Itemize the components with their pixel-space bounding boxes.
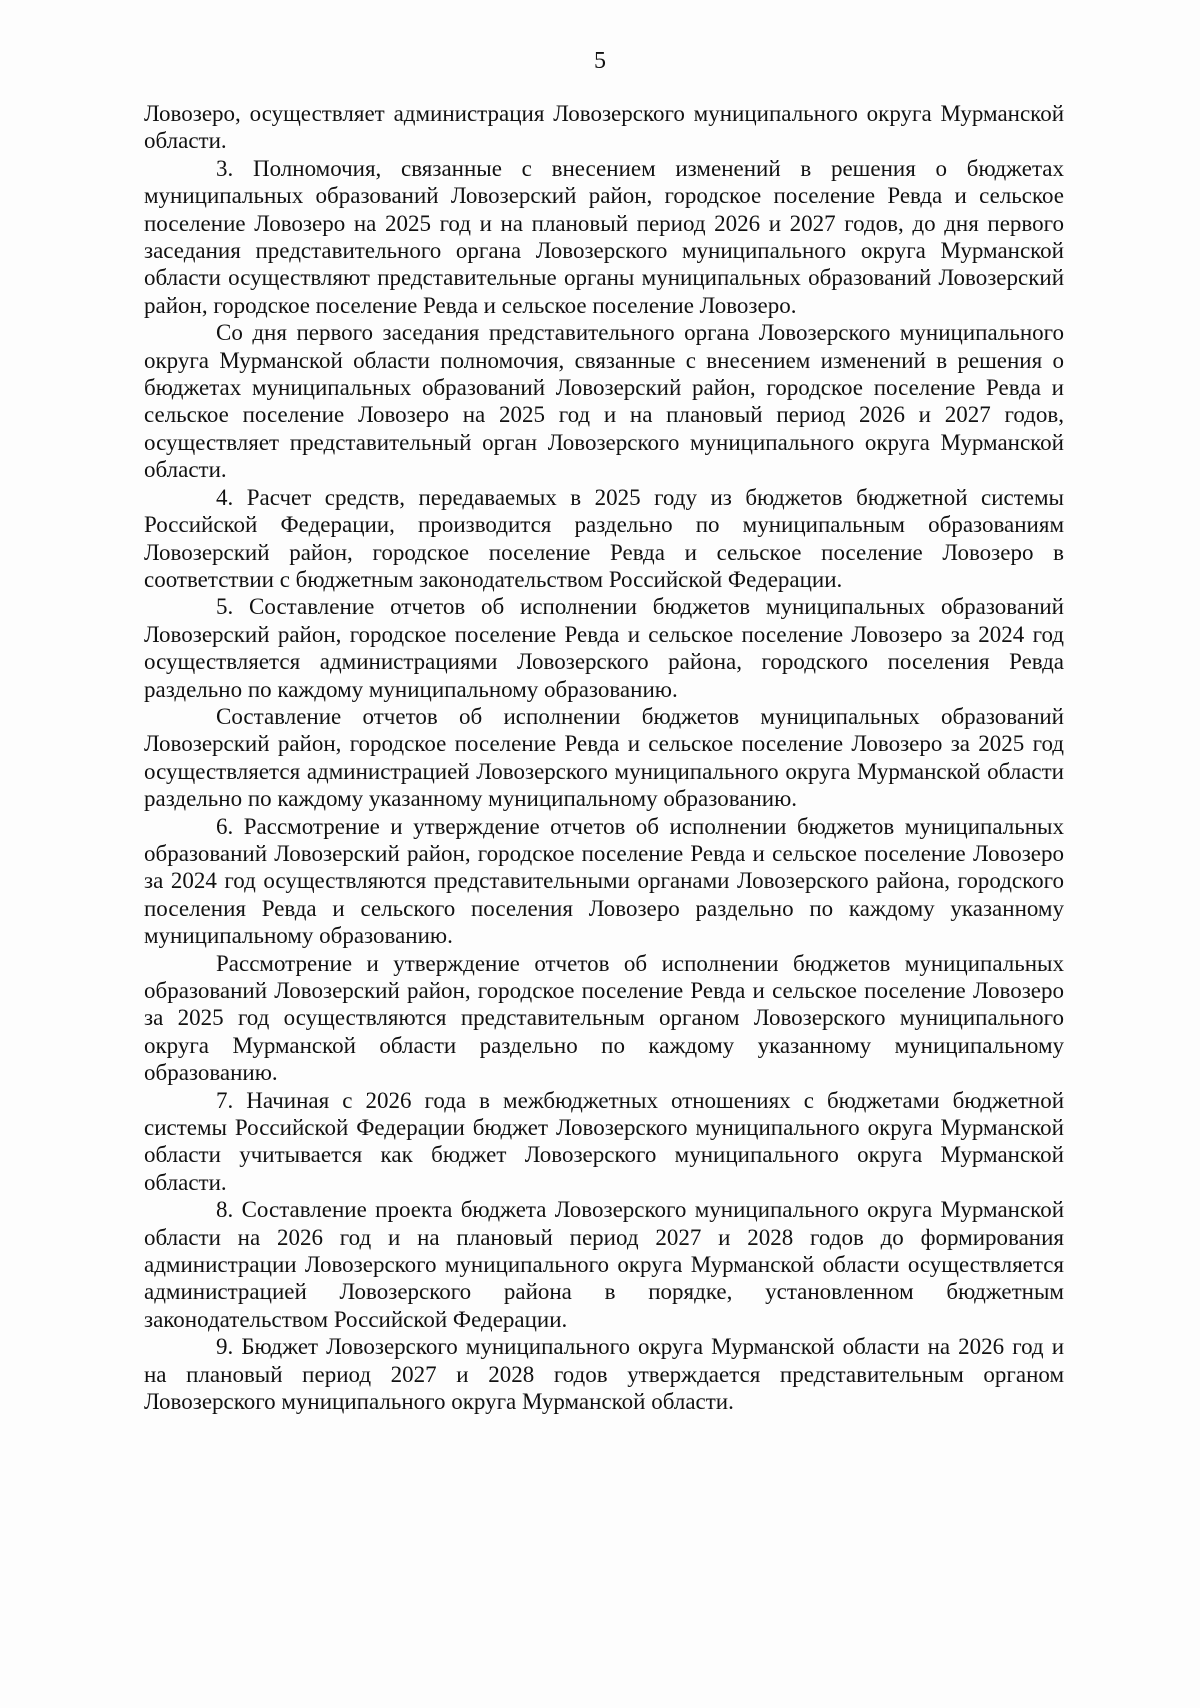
paragraph-item-5-cont: Составление отчетов об исполнении бюджетов муниципальных образований Ловозерский район, городское поселение Ревда и сельское поселение Ловозеро за 2025 год осуществляется администрацией Ловозерского муниципального округа Мурманской области раздельно по каждому указанному муниципальному образованию. [144, 703, 1064, 812]
paragraph-item-9: 9. Бюджет Ловозерского муниципального округа Мурманской области на 2026 год и на плановый период 2027 и 2028 годов утверждается представительным органом Ловозерского муниципального округа Мурманской области. [144, 1334, 1064, 1415]
paragraph-item-7: 7. Начиная с 2026 года в межбюджетных отношениях с бюджетами бюджетной системы Российской Федерации бюджет Ловозерского муниципального округа Мурманской области учитывается как бюджет Ловозерского муниципального округа Мурманской области. [144, 1087, 1064, 1195]
paragraph-item-3-cont: Со дня первого заседания представительного органа Ловозерского муниципального округа Мурманской области полномочия, связанные с внесением изменений в решения о бюджетах муниципальных образований Ловозерский район, городское поселение Ревда и сельское поселение Ловозеро на 2025 год и на плановый период 2026 и 2027 годов, осуществляет представительный орган Ловозерского муниципального округа Мурманской области. [144, 320, 1064, 483]
paragraph-continuation: Ловозеро, осуществляет администрация Ловозерского муниципального округа Мурманской области. [144, 101, 1064, 154]
document-body [144, 100, 1064, 1416]
paragraph-item-5: 5. Составление отчетов об исполнении бюджетов муниципальных образований Ловозерский район, городское поселение Ревда и сельское поселение Ловозеро за 2024 год осуществляется администрациями Ловозерского района, городского поселения Ревда раздельно по каждому муниципальному образованию. [144, 594, 1064, 702]
page-number: 5 [594, 48, 606, 74]
paragraph-item-4: 4. Расчет средств, передаваемых в 2025 году из бюджетов бюджетной системы Российской Федерации, производится раздельно по муниципальным образованиям Ловозерский район, городское поселение Ревда и сельское поселение Ловозеро в соответствии с бюджетным законодательством Российской Федерации. [144, 484, 1064, 592]
paragraph-item-8: 8. Составление проекта бюджета Ловозерского муниципального округа Мурманской области на 2026 год и на плановый период 2027 и 2028 годов до формирования администрации Ловозерского муниципального округа Мурманской области осуществляется администрацией Ловозерского района в порядке, установленном бюджетным законодательством Российской Федерации. [144, 1197, 1064, 1332]
paragraph-item-3: 3. Полномочия, связанные с внесением изменений в решения о бюджетах муниципальных образований Ловозерский район, городское поселение Ревда и сельское поселение Ловозеро на 2025 год и на плановый период 2026 и 2027 годов, до дня первого заседания представительного органа Ловозерского муниципального округа Мурманской области осуществляют представительные органы муниципальных образований Ловозерский район, городское поселение Ревда и сельское поселение Ловозеро. [144, 155, 1064, 318]
paragraph-item-6: 6. Рассмотрение и утверждение отчетов об исполнении бюджетов муниципальных образований Ловозерский район, городское поселение Ревда и сельское поселение Ловозеро за 2024 год осуществляются представительными органами Ловозерского района, городского поселения Ревда и сельского поселения Ловозеро раздельно по каждому указанному муниципальному образованию. [144, 813, 1064, 949]
paragraph-item-6-cont: Рассмотрение и утверждение отчетов об исполнении бюджетов муниципальных образований Ловозерский район, городское поселение Ревда и сельское поселение Ловозеро за 2025 год осуществляются представительным органом Ловозерского муниципального округа Мурманской области раздельно по каждому указанному муниципальному образованию. [144, 950, 1064, 1086]
